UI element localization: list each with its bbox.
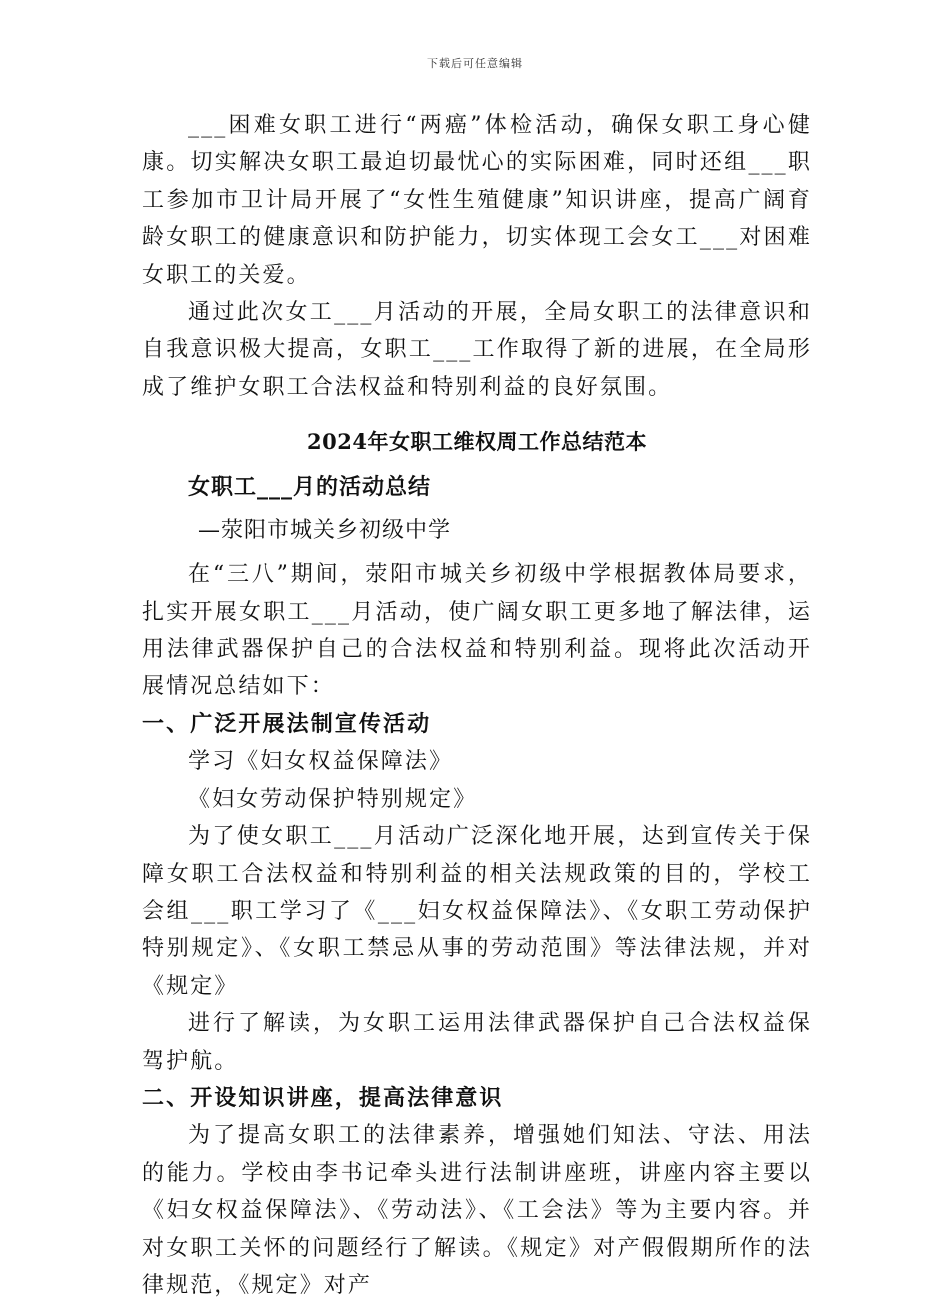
document-body (142, 107, 812, 1304)
paragraph: 在“三八”期间，荥阳市城关乡初级中学根据教体局要求，扎实开展女职工___月活动，使广阔女职工更多地了解法律，运用法律武器保护自己的合法权益和特别利益。现将此次活动开展情况总结如下： (142, 562, 812, 700)
page-header: 下载后可任意编辑 (427, 57, 523, 70)
document-subtitle: 女职工___月的活动总结 (188, 474, 432, 501)
paragraph: 学习《妇女权益保障法》 (188, 749, 454, 775)
paragraph: 为了使女职工___月活动广泛深化地开展，达到宣传关于保障女职工合法权益和特别利益的相关法规政策的目的，学校工会组___职工学习了《___妇女权益保障法》、《女职工劳动保护特别规定》、《女职工禁忌从事的劳动范围》等法律法规，并对《规定》 (142, 824, 812, 999)
paragraph: 通过此次女工___月活动的开展，全局女职工的法律意识和自我意识极大提高，女职工___工作取得了新的进展，在全局形成了维护女职工合法权益和特别利益的良好氛围。 (142, 300, 812, 400)
school-name: —荥阳市城关乡初级中学 (198, 518, 452, 544)
paragraph: 为了提高女职工的法律素养，增强她们知法、守法、用法的能力。学校由李书记牵头进行法制讲座班，讲座内容主要以《妇女权益保障法》、《劳动法》、《工会法》等为主要内容。并对女职工关怀的问题经行了解读。《规定》对产假假期所作的法律规范，《规定》对产 (142, 1123, 812, 1298)
paragraph: 《妇女劳动保护特别规定》 (188, 786, 478, 812)
paragraph: 进行了解读，为女职工运用法律武器保护自己合法权益保驾护航。 (142, 1011, 812, 1074)
section-heading: 二、开设知识讲座，提高法律意识 (142, 1084, 504, 1111)
paragraph: ___困难女职工进行“两癌”体检活动，确保女职工身心健康。切实解决女职工最迫切最忧心的实际困难，同时还组___职工参加市卫计局开展了“女性生殖健康”知识讲座，提高广阔育龄女职工的健康意识和防护能力，切实体现工会女工___对困难女职工的关爱。 (142, 113, 812, 288)
document-title: 2024年女职工维权周工作总结范本 (307, 429, 647, 455)
section-heading: 一、广泛开展法制宣传活动 (142, 710, 432, 737)
